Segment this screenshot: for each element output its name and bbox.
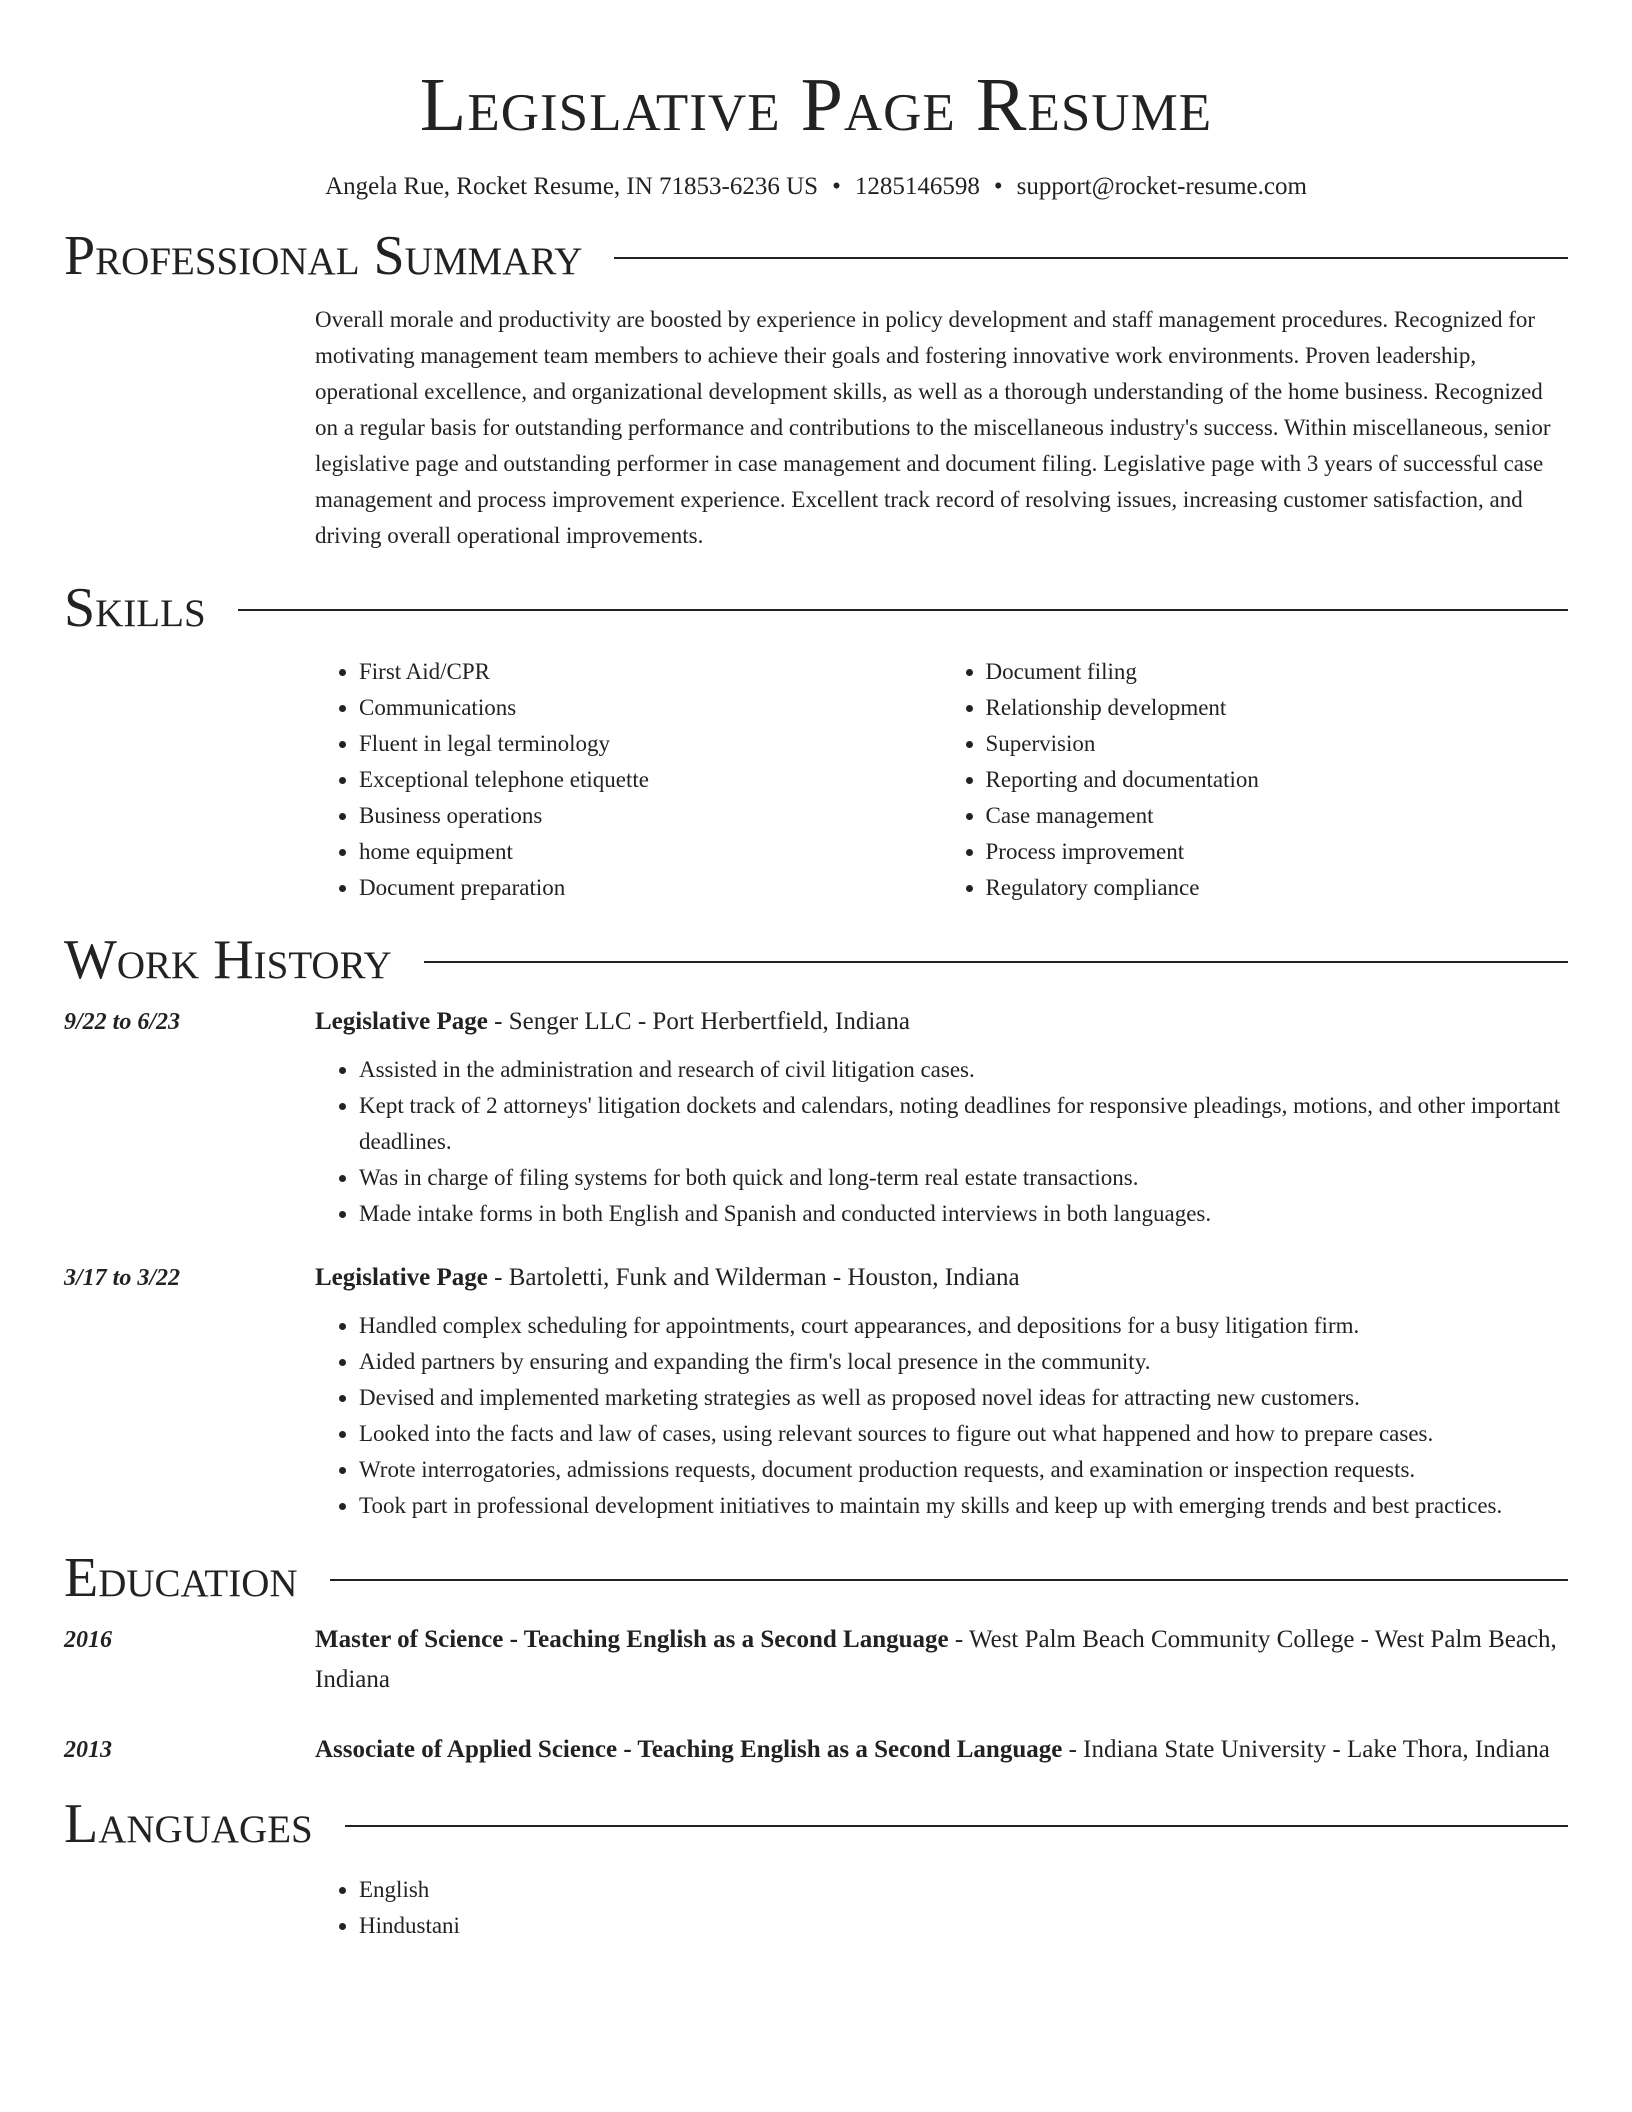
contact-email: support@rocket-resume.com <box>1016 173 1307 200</box>
education-entry <box>64 1730 1568 1770</box>
languages-section-header <box>64 1786 1568 1862</box>
contact-separator: • <box>832 173 841 200</box>
education-section-header <box>64 1540 1568 1616</box>
job-body <box>315 1258 1568 1524</box>
summary-section-header <box>64 218 1568 294</box>
job-duty: • Kept track of 2 attorneys' litigation dockets and calendars, noting deadlines for responsive pleadings, motions, and other important deadlines. <box>359 1088 1568 1160</box>
summary-heading: Professional Summary <box>64 225 583 287</box>
language-item: • English <box>359 1872 1568 1908</box>
skill-item: • home equipment <box>359 834 942 870</box>
resume-title: Legislative Page Resume <box>419 63 1213 147</box>
job-title: Legislative Page <box>315 1264 488 1291</box>
work-heading: Work History <box>64 929 392 991</box>
education-heading: Education <box>64 1547 298 1609</box>
education-degree: Associate of Applied Science - Teaching English as a Second Language <box>315 1736 1063 1763</box>
summary-content <box>315 302 1568 554</box>
job-body <box>315 1002 1568 1232</box>
skill-item: • Fluent in legal terminology <box>359 726 942 762</box>
education-year: 2016 <box>64 1627 112 1653</box>
skills-list <box>315 654 1568 906</box>
job-duty: • Looked into the facts and law of cases, using relevant sources to figure out what happened and how to prepare cases. <box>359 1416 1568 1452</box>
job-heading <box>315 1002 1568 1042</box>
skill-item: • Reporting and documentation <box>986 762 1569 798</box>
education-degree: Master of Science - Teaching English as a Second Language <box>315 1626 949 1653</box>
skills-column-left <box>315 654 942 906</box>
skill-item: • Case management <box>986 798 1569 834</box>
contact-phone: 1285146598 <box>854 173 980 200</box>
language-item: • Hindustani <box>359 1908 1568 1944</box>
education-entry <box>64 1620 1568 1700</box>
contact-line <box>64 170 1568 204</box>
job-entry <box>64 1002 1568 1232</box>
education-details: - Indiana State University - Lake Thora, Indiana <box>1062 1736 1550 1763</box>
skill-item: • Document preparation <box>359 870 942 906</box>
job-duty: • Made intake forms in both English and Spanish and conducted interviews in both languages. <box>359 1196 1568 1232</box>
summary-text: Overall morale and productivity are boosted by experience in policy development and staff management procedures. Recognized for motivating management team members to achieve their goals and fostering innovative work environments. Proven leadership, operational excellence, and organizational development skills, as well as a thorough understanding of the home business. Recognized on a regular basis for outstanding performance and contributions to the miscellaneous industry's success. Within miscellaneous, senior legislative page and outstanding performer in case management and document filing. Legislative page with 3 years of successful case management and process improvement experience. Excellent track record of resolving issues, increasing customer satisfaction, and driving overall operational improvements. <box>315 307 1551 548</box>
job-duty: • Wrote interrogatories, admissions requests, document production requests, and examination or inspection requests. <box>359 1452 1568 1488</box>
education-body <box>315 1730 1568 1770</box>
education-body <box>315 1620 1568 1700</box>
languages-content <box>315 1872 1568 1944</box>
job-duty: • Handled complex scheduling for appointments, court appearances, and depositions for a busy litigation firm. <box>359 1308 1568 1344</box>
job-duty: • Was in charge of filing systems for both quick and long-term real estate transactions. <box>359 1160 1568 1196</box>
languages-heading: Languages <box>64 1793 313 1855</box>
skill-item: • Supervision <box>986 726 1569 762</box>
skills-heading: Skills <box>64 577 206 639</box>
job-title: Legislative Page <box>315 1008 488 1035</box>
education-year: 2013 <box>64 1737 112 1763</box>
education-details: - West Palm Beach Community College - West Palm Beach, Indiana <box>315 1626 1557 1693</box>
job-duty: • Devised and implemented marketing strategies as well as proposed novel ideas for attracting new customers. <box>359 1380 1568 1416</box>
job-entry <box>64 1258 1568 1524</box>
section-divider <box>614 257 1568 259</box>
skill-item: • Document filing <box>986 654 1569 690</box>
job-details: - Senger LLC - Port Herbertfield, Indiana <box>487 1008 910 1035</box>
skill-item: • Exceptional telephone etiquette <box>359 762 942 798</box>
skill-item: • Relationship development <box>986 690 1569 726</box>
section-divider <box>424 961 1568 963</box>
skill-item: • Communications <box>359 690 942 726</box>
job-details: - Bartoletti, Funk and Wilderman - Houston, Indiana <box>487 1264 1020 1291</box>
section-divider <box>345 1825 1568 1827</box>
contact-separator: • <box>993 173 1003 200</box>
skill-item: • Process improvement <box>986 834 1569 870</box>
job-dates: 3/17 to 3/22 <box>64 1265 181 1291</box>
job-duties <box>315 1308 1568 1524</box>
languages-list <box>315 1872 1568 1944</box>
job-duties <box>315 1052 1568 1232</box>
job-duty: • Assisted in the administration and research of civil litigation cases. <box>359 1052 1568 1088</box>
contact-address: Angela Rue, Rocket Resume, IN 71853-6236 US <box>325 173 819 200</box>
job-heading <box>315 1258 1568 1298</box>
section-divider <box>330 1579 1568 1581</box>
skills-column-right <box>942 654 1569 906</box>
work-section-header <box>64 922 1568 998</box>
job-dates: 9/22 to 6/23 <box>64 1009 181 1035</box>
skills-section-header <box>64 570 1568 646</box>
job-duty: • Took part in professional development initiatives to maintain my skills and keep up with emerging trends and best practices. <box>359 1488 1568 1524</box>
skill-item: • Regulatory compliance <box>986 870 1569 906</box>
section-divider <box>238 609 1568 611</box>
job-duty: • Aided partners by ensuring and expanding the firm's local presence in the community. <box>359 1344 1568 1380</box>
skill-item: • Business operations <box>359 798 942 834</box>
skill-item: • First Aid/CPR <box>359 654 942 690</box>
